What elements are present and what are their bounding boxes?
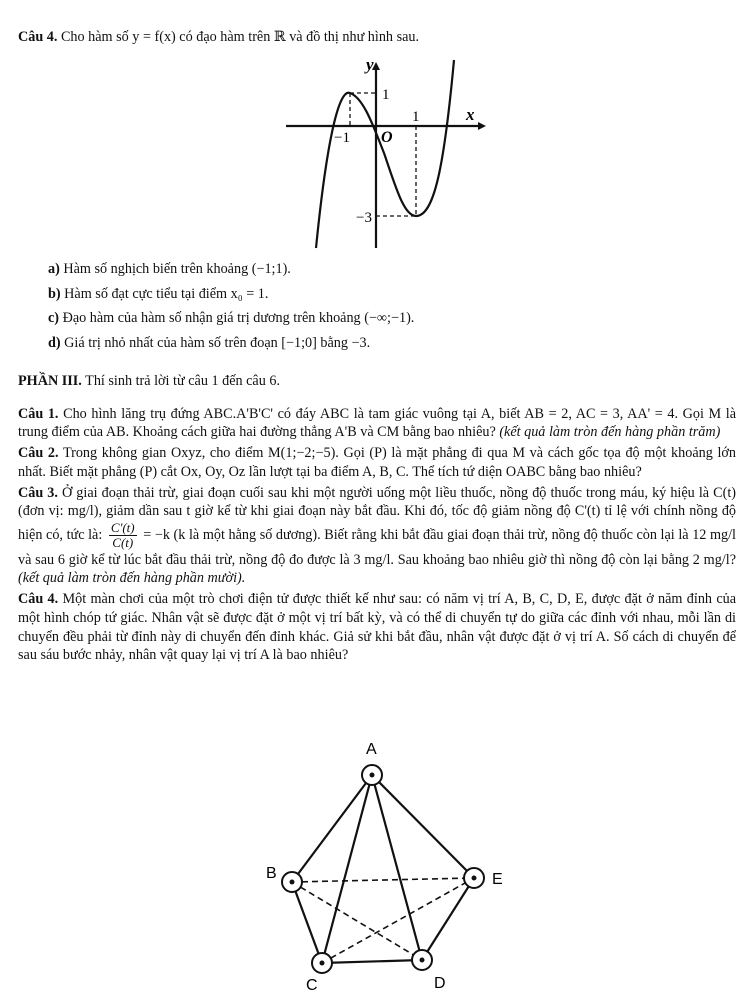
statement-d: d) Giá trị nhỏ nhất của hàm số trên đoạn [−1;0] bằng −3. <box>48 335 371 352</box>
tick-1-y: 1 <box>382 87 390 103</box>
label-c: C <box>306 977 318 993</box>
tick-neg1: −1 <box>334 130 350 146</box>
question-3: Câu 3. Ở giai đoạn thải trừ, giai đoạn cuối sau khi một người uống một liều thuốc, nồng độ thuốc trong máu, ký hiệu là C(t) (đơn vị: mg/l), giảm dần sau t giờ kể từ khi giai đoạn này bắt đầu. Khi đó, tốc độ giảm nồng độ C'(t) tỉ lệ với chính nồng độ hiện có, tức là: $\frac{C'(t)}{C(t)}$ = −k (k là một hằng số dương). Biết rằng khi bắt đầu giai đoạn thải trừ, nồng độ thuốc còn lại là 12 mg/l và sau 6 giờ kể từ lúc bắt đầu thải trừ, nồng độ đo được là 3 mg/l. Sau khoảng bao nhiêu giờ thì nồng độ còn lại bằng 2 mg/l? (kết quả làm tròn đến hàng phần mười). <box>18 484 737 587</box>
tick-1-x: 1 <box>412 109 420 125</box>
y-label: y <box>366 58 374 74</box>
question-1: Câu 1. Cho hình lăng trụ đứng ABC.A'B'C' có đáy ABC là tam giác vuông tại A, biết AB = 2, AC = 3, AA' = 4. Gọi M là trung điểm của AB. Khoảng cách giữa hai đường thẳng A'B và CM bằng bao nhiêu? (kết quả làm tròn đến hàng phần trăm) <box>18 405 736 441</box>
origin-label: O <box>381 129 393 146</box>
part-3-heading: PHẦN III. Thí sinh trả lời từ câu 1 đến câu 6. <box>18 373 281 389</box>
tick-neg3: −3 <box>356 210 372 226</box>
question-4-statements <box>18 254 736 353</box>
x-axis-arrow <box>478 122 486 130</box>
label-d: D <box>434 975 446 992</box>
label-e: E <box>492 871 503 888</box>
question-title: Câu 4. <box>18 29 58 45</box>
label-b: B <box>266 865 277 882</box>
derivative-fraction: $\frac{C'(t)}{C(t)}$ <box>110 520 135 551</box>
function-graph <box>278 58 493 258</box>
statement-b: b) Hàm số đạt cực tiểu tại điểm x₀ = 1. <box>48 285 269 302</box>
question-4-intro <box>18 28 736 47</box>
question-text: Cho hàm số y = f(x) có đạo hàm trên ℝ và đồ thị như hình sau. <box>60 29 420 45</box>
question-4-game: Câu 4. Một màn chơi của một trò chơi điện tử được thiết kế như sau: có năm vị trí A, B, C, D, E, được đặt ở năm đỉnh của một hình chóp tứ giác. Nhân vật sẽ được đặt ở một vị trí bất kỳ, và có thể di chuyển tự do giữa các đỉnh với nhau, mỗi lần di chuyển đều phải từ đỉnh này di chuyển đến đỉnh khác. Giả sử khi bắt đầu, nhân vật được đặt ở vị trí A. Số cách di chuyển để sau sáu bước nhảy, nhân vật quay lại vị trí A là bao nhiêu? <box>18 591 737 664</box>
statement-c: c) Đạo hàm của hàm số nhận giá trị dương trên khoảng (−∞;−1). <box>48 310 415 327</box>
question-2: Câu 2. Trong không gian Oxyz, cho điểm M(1;−2;−5). Gọi (P) là mặt phẳng đi qua M và cách gốc tọa độ một khoảng lớn nhất. Biết mặt phẳng (P) cắt Ox, Oy, Oz lần lượt tại ba điểm A, B, C. Thể tích tứ diện OABC bằng bao nhiêu? <box>18 445 736 480</box>
part-3 <box>18 372 736 665</box>
x-label: x <box>466 105 475 124</box>
label-a: A <box>366 741 377 758</box>
statement-a: a) Hàm số nghịch biến trên khoảng (−1;1). <box>48 261 291 277</box>
pyramid-figure <box>262 738 522 993</box>
